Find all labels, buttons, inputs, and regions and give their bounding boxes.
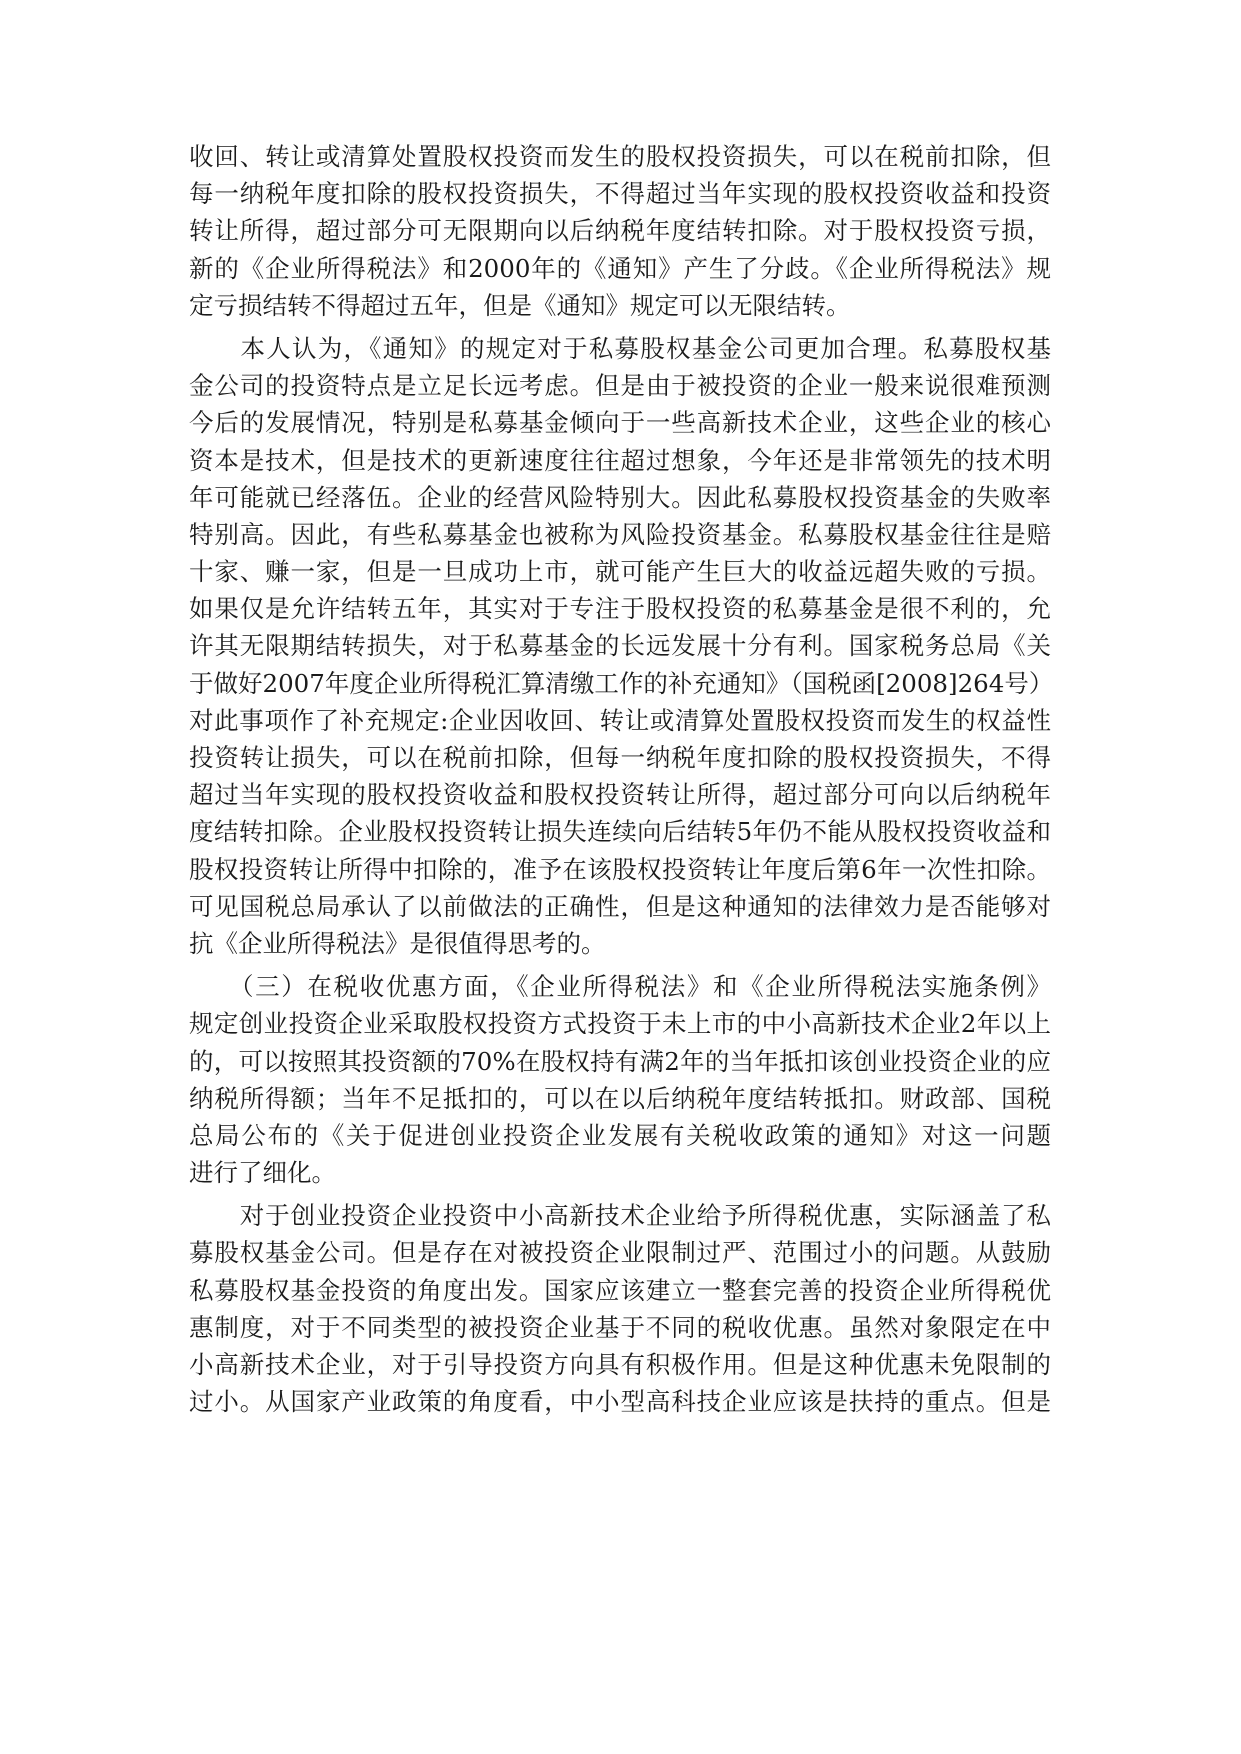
text-line: 对此事项作了补充规定:企业因收回、转让或清算处置股权投资而发生的权益性 (189, 705, 1051, 735)
text-line: 进行了细化。 (189, 1158, 336, 1188)
text-line: 私募股权基金投资的角度出发。国家应该建立一整套完善的投资企业所得税优 (189, 1275, 1051, 1305)
text-line: 抗《企业所得税法》是很值得思考的。 (189, 928, 606, 958)
text-line: 规定创业投资企业采取股权投资方式投资于未上市的中小高新技术企业2年以上 (189, 1009, 1051, 1039)
text-line: 纳税所得额；当年不足抵扣的，可以在以后纳税年度结转抵扣。财政部、国税 (189, 1083, 1051, 1113)
text-line: 许其无限期结转损失，对于私募基金的长远发展十分有利。国家税务总局《关 (189, 631, 1051, 661)
paragraph (189, 1197, 1051, 1420)
text-line: 年可能就已经落伍。企业的经营风险特别大。因此私募股权投资基金的失败率 (189, 482, 1051, 512)
paragraph (189, 968, 1051, 1191)
text-line: 度结转扣除。企业股权投资转让损失连续向后结转5年仍不能从股权投资收益和 (189, 817, 1051, 847)
text-line: 投资转让损失，可以在税前扣除，但每一纳税年度扣除的股权投资损失，不得 (189, 743, 1051, 772)
text-line: 总局公布的《关于促进创业投资企业发展有关税收政策的通知》对这一问题 (189, 1120, 1051, 1150)
text-line: 如果仅是允许结转五年，其实对于专注于股权投资的私募基金是很不利的，允 (189, 594, 1051, 624)
body-text (189, 138, 1054, 1420)
text-line: 每一纳税年度扣除的股权投资损失，不得超过当年实现的股权投资收益和投资 (189, 179, 1051, 209)
text-line: 可见国税总局承认了以前做法的正确性，但是这种通知的法律效力是否能够对 (189, 891, 1051, 921)
text-line: 对于创业投资企业投资中小高新技术企业给予所得税优惠，实际涵盖了私 (189, 1201, 1051, 1231)
text-line: 今后的发展情况，特别是私募基金倾向于一些高新技术企业，这些企业的核心 (189, 408, 1051, 438)
text-line: 的，可以按照其投资额的70%在股权持有满2年的当年抵扣该创业投资企业的应 (189, 1046, 1051, 1076)
text-line: 定亏损结转不得超过五年，但是《通知》规定可以无限结转。 (189, 290, 851, 320)
text-line: 特别高。因此，有些私募基金也被称为风险投资基金。私募股权基金往往是赔 (189, 519, 1051, 549)
text-line: 转让所得，超过部分可无限期向以后纳税年度结转扣除。对于股权投资亏损， (189, 216, 1051, 246)
text-line: 收回、转让或清算处置股权投资而发生的股权投资损失，可以在税前扣除，但 (189, 142, 1051, 171)
text-line: 小高新技术企业，对于引导投资方向具有积极作用。但是这种优惠未免限制的 (189, 1350, 1051, 1379)
text-line: 本人认为，《通知》的规定对于私募股权基金公司更加合理。私募股权基 (189, 333, 1051, 363)
text-line: （三）在税收优惠方面，《企业所得税法》和《企业所得税法实施条例》 (189, 972, 1051, 1002)
paragraph (189, 138, 1051, 324)
text-line: 十家、赚一家，但是一旦成功上市，就可能产生巨大的收益远超失败的亏损。 (189, 557, 1051, 587)
text-line: 股权投资转让所得中扣除的，准予在该股权投资转让年度后第6年一次性扣除。 (189, 854, 1051, 884)
text-line: 金公司的投资特点是立足长远考虑。但是由于被投资的企业一般来说很难预测 (189, 371, 1051, 401)
text-line: 新的《企业所得税法》和2000年的《通知》产生了分歧。《企业所得税法》规 (189, 253, 1051, 283)
paragraph (189, 330, 1054, 962)
text-line: 过小。从国家产业政策的角度看，中小型高科技企业应该是扶持的重点。但是 (189, 1387, 1051, 1417)
text-line: 超过当年实现的股权投资收益和股权投资转让所得，超过部分可向以后纳税年 (189, 780, 1051, 810)
text-line: 资本是技术，但是技术的更新速度往往超过想象，今年还是非常领先的技术明 (189, 445, 1051, 475)
text-line: 惠制度，对于不同类型的被投资企业基于不同的税收优惠。虽然对象限定在中 (189, 1312, 1051, 1342)
text-line: 募股权基金公司。但是存在对被投资企业限制过严、范围过小的问题。从鼓励 (189, 1238, 1051, 1268)
text-line: 于做好2007年度企业所得税汇算清缴工作的补充通知》（国税函[2008]264号） (189, 668, 1054, 698)
